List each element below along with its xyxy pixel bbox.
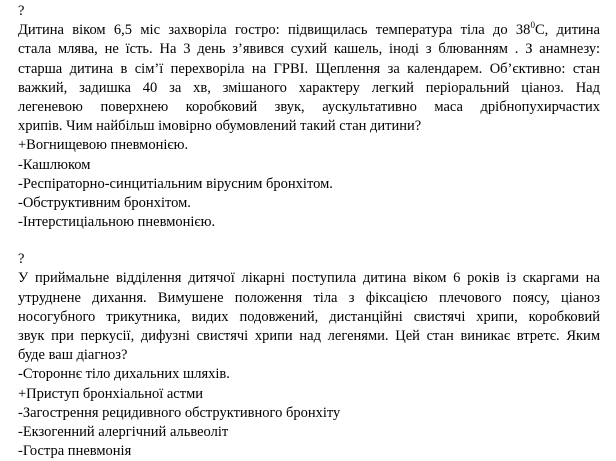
question-stem-line: утруднене дихання. Вимушене положення тіла з фіксацією плечового поясу, ціаноз xyxy=(18,289,600,306)
answer-option: -Кашлюком xyxy=(18,156,91,173)
answer-option: +Приступ бронхіальної астми xyxy=(18,385,204,402)
degree-superscript: 0 xyxy=(530,20,535,31)
answer-option: -Стороннє тіло дихальних шляхів. xyxy=(18,366,230,383)
question-marker: ? xyxy=(18,3,25,19)
answer-option: +Вогнищевою пневмонією. xyxy=(18,137,189,154)
answer-option: -Гостра пневмонія xyxy=(18,443,132,460)
paragraph-gap xyxy=(18,232,600,250)
answer-option: -Екзогенний алергічний альвеоліт xyxy=(18,423,229,440)
document-body xyxy=(18,2,600,461)
question-stem-text: С, дитина xyxy=(534,22,600,39)
question-stem-line: буде ваш діагноз? xyxy=(18,347,128,364)
question-stem-line: хрипів. Чим найбільш імовірно обумовлений такий стан дитини? xyxy=(18,118,422,135)
question-stem-line xyxy=(18,21,600,40)
question-stem-line: старша дитина в сім’ї перехворіла на ГРВІ. Щеплення за календарем. Об’єктивно: стан xyxy=(18,60,600,77)
question-stem-line: звук при перкусії, дифузні свистячі хрипи над легенями. Цей стан виникає втретє. Яким xyxy=(18,328,600,344)
question-stem-line: легеневою поверхнею коробковий звук, аускультативно маса дрібнопухирчастих xyxy=(18,98,600,115)
question-marker: ? xyxy=(18,251,25,268)
answer-option: -Обструктивним бронхітом. xyxy=(18,194,191,211)
question-stem-line: У приймальне відділення дитячої лікарні поступила дитина віком 6 років із скаргами на xyxy=(18,270,600,287)
answer-option: -Респіраторно-синцитіальним вірусним бронхітом. xyxy=(18,175,333,192)
question-stem-text: Дитина віком 6,5 міс захворіла гостро: підвищилась температура тіла до 38 xyxy=(18,22,531,39)
answer-option: -Загострення рецидивного обструктивного бронхіту xyxy=(18,404,341,421)
question-stem-line: носогубного трикутника, видих подовжений, дистанційні свистячі хрипи, коробковий xyxy=(18,308,600,325)
question-stem-line: важкий, задишка 40 за хв, змішаного характеру легкий періоральний ціаноз. Над xyxy=(18,79,600,96)
answer-option: -Інтерстиціальною пневмонією. xyxy=(18,214,216,231)
question-stem-line: стала млява, не їсть. На 3 день з’явився сухий кашель, іноді з блюванням . З анамнезу: xyxy=(18,41,600,58)
